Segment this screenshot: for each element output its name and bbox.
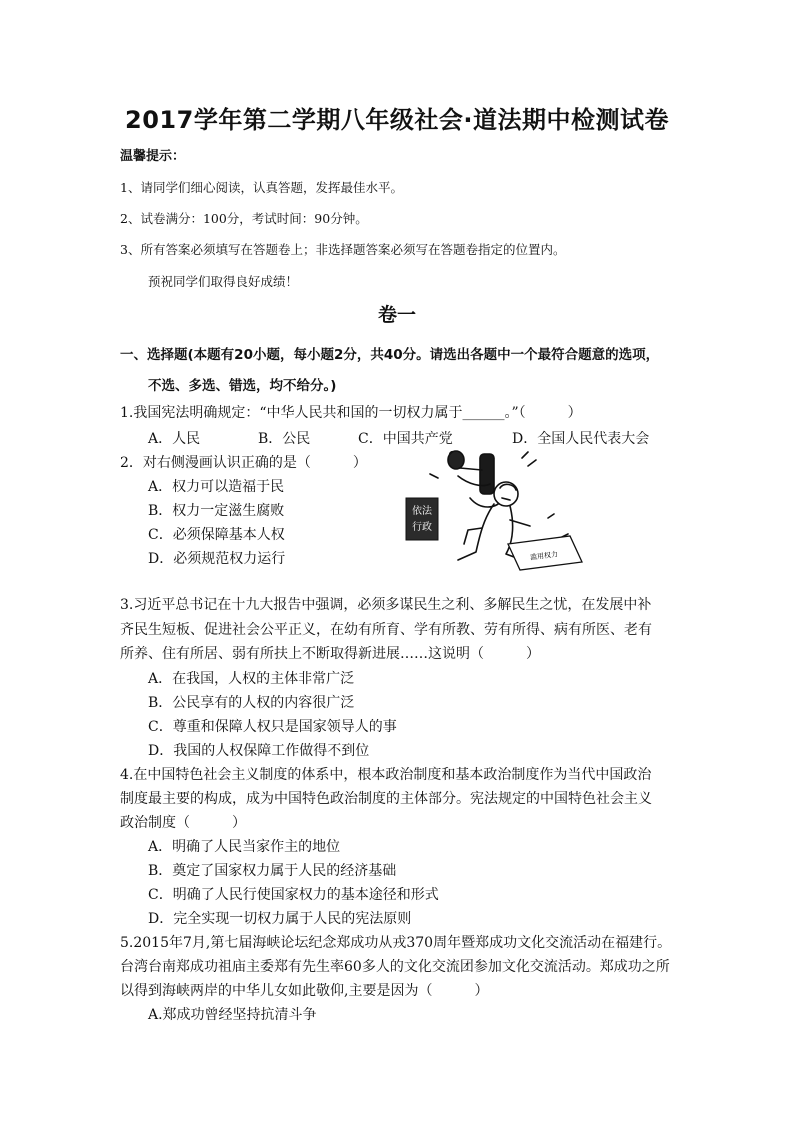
q1-option-c: C．中国共产党 (358, 431, 453, 447)
question-5-line: 台湾台南郑成功祖庙主委郑有先生率60多人的文化交流团参加文化交流活动。郑成功之所 (120, 959, 670, 975)
q1-option-d: D．全国人民代表大会 (512, 431, 650, 447)
question-2-stem: 2．对右侧漫画认识正确的是（ ） (120, 455, 367, 471)
question-4-line: 政治制度（ ） (120, 815, 246, 831)
question-4-line: 制度最主要的构成，成为中国特色政治制度的主体部分。宪法规定的中国特色社会主义 (120, 791, 652, 807)
volume-heading: 卷一 (377, 304, 416, 326)
section-heading: 一、选择题(本题有20小题，每小题2分，共40分。请选出各题中一个最符合题意的选项， (120, 347, 660, 363)
question-3-line: 3.习近平总书记在十九大报告中强调，必须多谋民生之利、多解民生之忧，在发展中补 (120, 597, 652, 613)
q3-option-a: A．在我国，人权的主体非常广泛 (148, 671, 355, 687)
q1-option-b: B．公民 (258, 431, 311, 447)
page-title: 2017学年第二学期八年级社会·道法期中检测试卷 (125, 106, 669, 134)
q4-option-c: C．明确了人民行使国家权力的基本途径和形式 (148, 887, 439, 903)
question-4-line: 4.在中国特色社会主义制度的体系中，根本政治制度和基本政治制度作为当代中国政治 (120, 767, 652, 783)
question-5-line: 以得到海峡两岸的中华儿女如此敬仰,主要是因为（ ） (120, 983, 489, 999)
q2-option-b: B．权力一定滋生腐败 (148, 503, 285, 519)
q4-option-a: A．明确了人民当家作主的地位 (148, 839, 341, 855)
tip-item: 3、所有答案必须填写在答题卷上；非选择题答案必须写在答题卷指定的位置内。 (120, 242, 566, 257)
tips-heading: 温馨提示： (120, 149, 186, 164)
q3-option-d: D．我国的人权保障工作做得不到位 (148, 743, 370, 759)
cartoon-image (398, 448, 588, 573)
q2-option-c: C．必须保障基本人权 (148, 527, 285, 543)
question-3-line: 齐民生短板、促进社会公平正义，在幼有所育、学有所教、劳有所得、病有所医、老有 (120, 622, 652, 638)
section-heading-cont: 不选、多选、错选，均不给分。) (148, 378, 337, 394)
question-1-stem: 1.我国宪法明确规定：“中华人民共和国的一切权力属于______。”（ ） (120, 405, 582, 421)
q2-option-d: D．必须规范权力运行 (148, 551, 286, 567)
q2-option-a: A．权力可以造福于民 (148, 479, 285, 495)
q3-option-b: B．公民享有的人权的内容很广泛 (148, 695, 355, 711)
tip-item: 2、试卷满分：100分，考试时间：90分钟。 (120, 211, 368, 226)
q4-option-d: D．完全实现一切权力属于人民的宪法原则 (148, 911, 412, 927)
question-5-line: 5.2015年7月,第七届海峡论坛纪念郑成功从戎370周年暨郑成功文化交流活动在福建行。 (120, 935, 672, 951)
q3-option-c: C．尊重和保障人权只是国家领导人的事 (148, 719, 397, 735)
question-3-line: 所养、住有所居、弱有所扶上不断取得新进展……这说明（ ） (120, 646, 540, 662)
tip-item: 1、请同学们细心阅读，认真答题，发挥最佳水平。 (120, 180, 403, 195)
q4-option-b: B．奠定了国家权力属于人民的经济基础 (148, 863, 397, 879)
cartoon-stamp-text-2: 行政 (412, 522, 432, 533)
q5-option-a: A.郑成功曾经坚持抗清斗争 (148, 1007, 317, 1023)
cartoon-stamp-text-1: 依法 (412, 506, 432, 517)
cartoon-paper-text: 滥用权力 (529, 550, 559, 562)
q1-option-a: A．人民 (148, 431, 201, 447)
tips-wish: 预祝同学们取得良好成绩！ (148, 274, 299, 289)
